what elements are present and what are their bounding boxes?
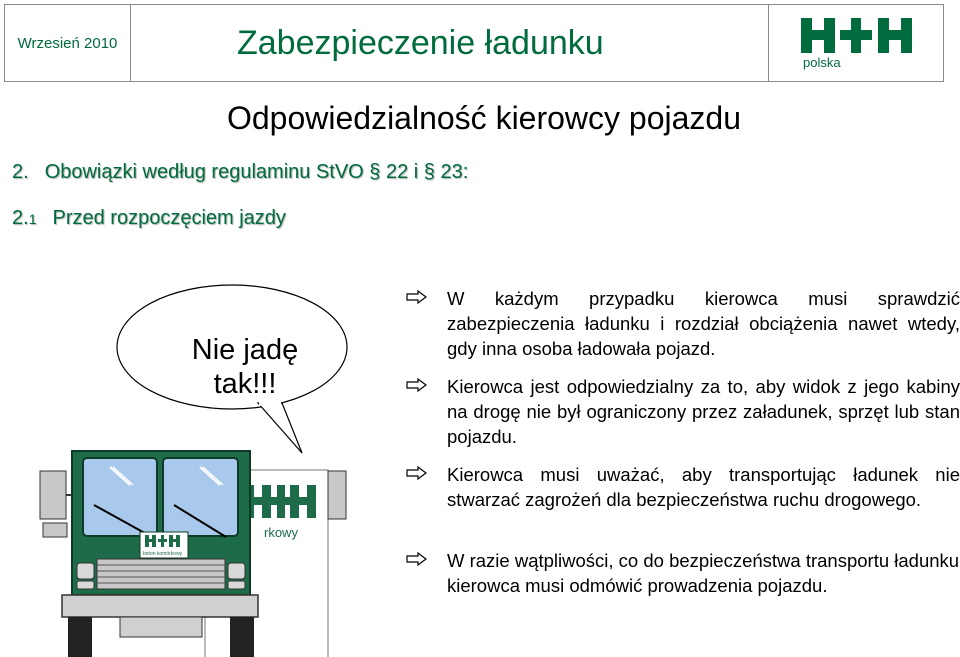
section-heading <box>12 161 468 184</box>
header-title: Zabezpieczenie ładunku <box>131 5 769 81</box>
list-item-text: Kierowca musi uważać, aby transportując ładunek nie stwarzać zagrożeń dla bezpieczeństwa ruchu drogowego. <box>447 464 960 510</box>
list-item-text: W każdym przypadku kierowca musi sprawdzić zabezpieczenia ładunku i rozdział obciążenia nawet wtedy, gdy inna osoba ładowała pojazd. <box>447 288 960 359</box>
subsection-number <box>12 207 36 230</box>
page-title: Odpowiedzialność kierowcy pojazdu <box>226 100 742 136</box>
header-date: Wrzesień 2010 <box>5 5 131 81</box>
hollow-arrow-right-icon <box>406 552 428 566</box>
logo-subtitle: polska <box>803 55 841 70</box>
list-item-text: Kierowca jest odpowiedzialny za to, aby widok z jego kabiny na drogę nie był ograniczony przez załadunek, sprzęt lub stan pojazdu. <box>447 376 960 447</box>
subsection-number-main: 2. <box>12 207 29 229</box>
hollow-arrow-right-icon <box>406 290 428 304</box>
subsection-title: Przed rozpoczęciem jazdy <box>52 207 286 229</box>
hollow-arrow-right-icon <box>406 466 428 480</box>
subsection-number-sub: 1 <box>28 211 37 227</box>
subsection-heading <box>12 207 286 230</box>
truck-cab <box>72 451 250 595</box>
hollow-arrow-right-icon <box>406 378 428 392</box>
section-number: 2. <box>12 161 29 183</box>
list-item-text: W razie wątpliwości, co do bezpieczeństwa transportu ładunku kierowca musi odmówić prowadzenia pojazdu. <box>447 550 960 596</box>
cab-logo-subtitle: beton komórkowy <box>143 551 183 557</box>
truck-illustration <box>0 245 400 657</box>
hh-logo-icon <box>801 16 913 56</box>
trailer-text: rkowy <box>264 525 298 540</box>
section-title: Obowiązki według regulaminu StVO § 22 i § 23: <box>44 161 469 183</box>
header-bar <box>4 4 944 82</box>
speech-bubble-text <box>155 333 335 401</box>
brand-logo <box>769 5 943 81</box>
speech-line-2: tak!!! <box>213 368 277 400</box>
speech-line-1: Nie jadę <box>191 334 299 366</box>
